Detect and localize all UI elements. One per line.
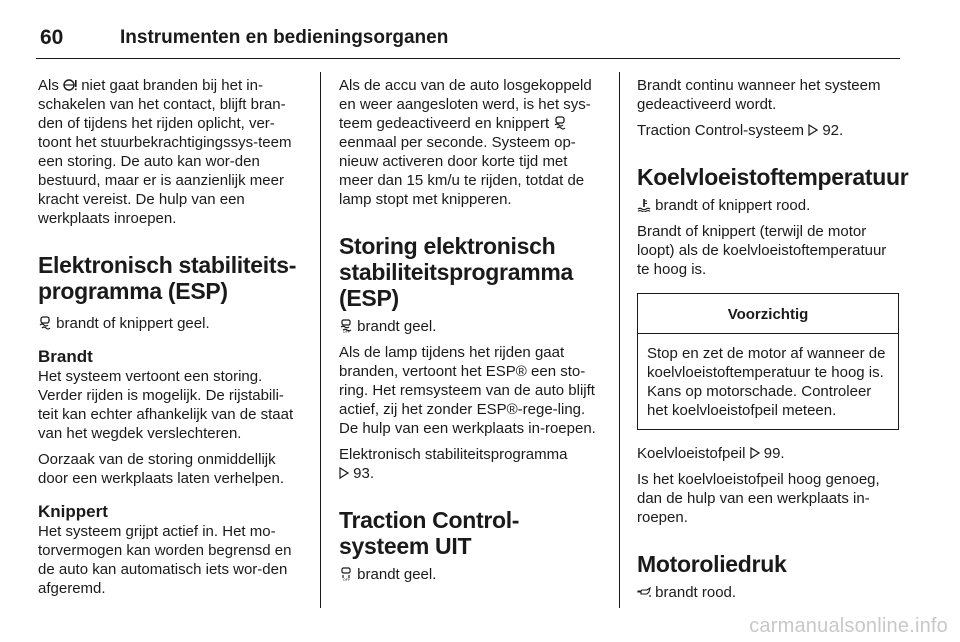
- page-reference-icon: [339, 467, 349, 479]
- paragraph: brandt rood.: [637, 583, 899, 602]
- paragraph: Brandt continu wanneer het systeem gedeactiveerd wordt.: [637, 77, 881, 113]
- chapter-title: Instrumenten en bedieningsorganen: [120, 27, 449, 48]
- column-divider: [320, 72, 321, 608]
- section-heading-storing: Storing elektronisch stabiliteitsprogramma (ESP): [339, 233, 573, 311]
- paragraph: OFF brandt geel.: [339, 317, 601, 336]
- section-heading-coolant: Koelvloeistoftemperatuur: [637, 164, 909, 190]
- page-reference-icon: [750, 447, 760, 459]
- traction-control-off-icon: [339, 567, 353, 581]
- paragraph: Brandt of knippert (terwijl de motor loopt) als de koelvloeistoftemperatuur te hoog is.: [637, 223, 887, 278]
- paragraph: Als de accu van de auto losgekoppeld en weer aangesloten werd, is het sys-teem gedeactiveerd en knippert eenmaal per seconde. Systeem op-nieuw activeren door korte tijd met meer dan 15 km/u te rijden, totdat de lamp stopt met knipperen.: [339, 77, 592, 208]
- steering-warning-icon: [63, 78, 77, 92]
- svg-text:OFF: OFF: [343, 330, 350, 333]
- subheading-brandt: Brandt: [38, 347, 93, 366]
- column-3: [637, 76, 909, 609]
- paragraph: Het systeem vertoont een storing. Verder rijden is mogelijk. De rijstabili-teit kan echter afhankelijk van de staat van het wegdek verslechteren.: [38, 368, 294, 442]
- page-reference-link[interactable]: 99.: [763, 445, 785, 462]
- paragraph: OFF brandt geel.: [339, 565, 601, 584]
- paragraph: Koelvloeistofpeil 99.: [637, 445, 785, 462]
- page-header: [36, 18, 900, 59]
- page-reference-link[interactable]: 92.: [822, 122, 844, 139]
- caution-box: [637, 293, 899, 430]
- esp-icon: [553, 116, 567, 130]
- column-divider: [619, 72, 620, 608]
- esp-off-icon: [339, 319, 353, 333]
- caution-body: Stop en zet de motor af wanneer de koelvloeistoftemperatuur te hoog is. Kans op motorschade. Controleer het koelvloeistofpeil meteen.: [647, 345, 886, 419]
- paragraph: Traction Control-systeem 92.: [637, 122, 844, 139]
- svg-text:OFF: OFF: [343, 578, 350, 581]
- coolant-temperature-icon: [637, 198, 651, 212]
- paragraph: Is het koelvloeistofpeil hoog genoeg, dan de hulp van een werkplaats in-roepen.: [637, 471, 880, 526]
- oil-pressure-icon: [637, 585, 651, 599]
- esp-icon: [38, 316, 52, 330]
- paragraph: Oorzaak van de storing onmiddellijk door een werkplaats laten verhelpen.: [38, 451, 284, 487]
- paragraph: Elektronisch stabiliteitsprogramma 93.: [339, 446, 568, 482]
- subheading-knippert: Knippert: [38, 502, 108, 521]
- section-heading-esp: Elektronisch stabiliteits-programma (ESP): [38, 252, 297, 304]
- paragraph: Het systeem grijpt actief in. Het mo-torvermogen kan worden begrensd en de auto kan automatisch iets wor-den afgeremd.: [38, 523, 292, 597]
- paragraph: brandt of knippert geel.: [38, 314, 300, 333]
- watermark: carmanualsonline.info: [749, 615, 948, 637]
- column-1: [38, 76, 300, 605]
- section-heading-traction-control: Traction Control-systeem UIT: [339, 507, 520, 559]
- column-2: [339, 76, 601, 591]
- paragraph: brandt of knippert rood.: [637, 196, 899, 215]
- page-reference-icon: [808, 124, 818, 136]
- page-number: 60: [40, 26, 64, 49]
- paragraph: Als de lamp tijdens het rijden gaat branden, vertoont het ESP® een sto-ring. Het remsysteem van de auto blijft actief, zij het zonder ESP®-rege-ling. De hulp van een werkplaats in-roepen.: [339, 344, 596, 437]
- caution-title: Voorzichtig: [638, 294, 898, 334]
- paragraph: Als niet gaat branden bij het in-schakelen van het contact, blijft bran-den of tijdens het rijden oplicht, ver-toont het stuurbekrachtigingssys-teem een storing. De auto kan wor-den bestuurd, maar er is aanzienlijk meer kracht vereist. De hulp van een werkplaats inroepen.: [38, 77, 292, 227]
- section-heading-oil-pressure: Motoroliedruk: [637, 551, 787, 577]
- page-reference-link[interactable]: 93.: [353, 465, 375, 482]
